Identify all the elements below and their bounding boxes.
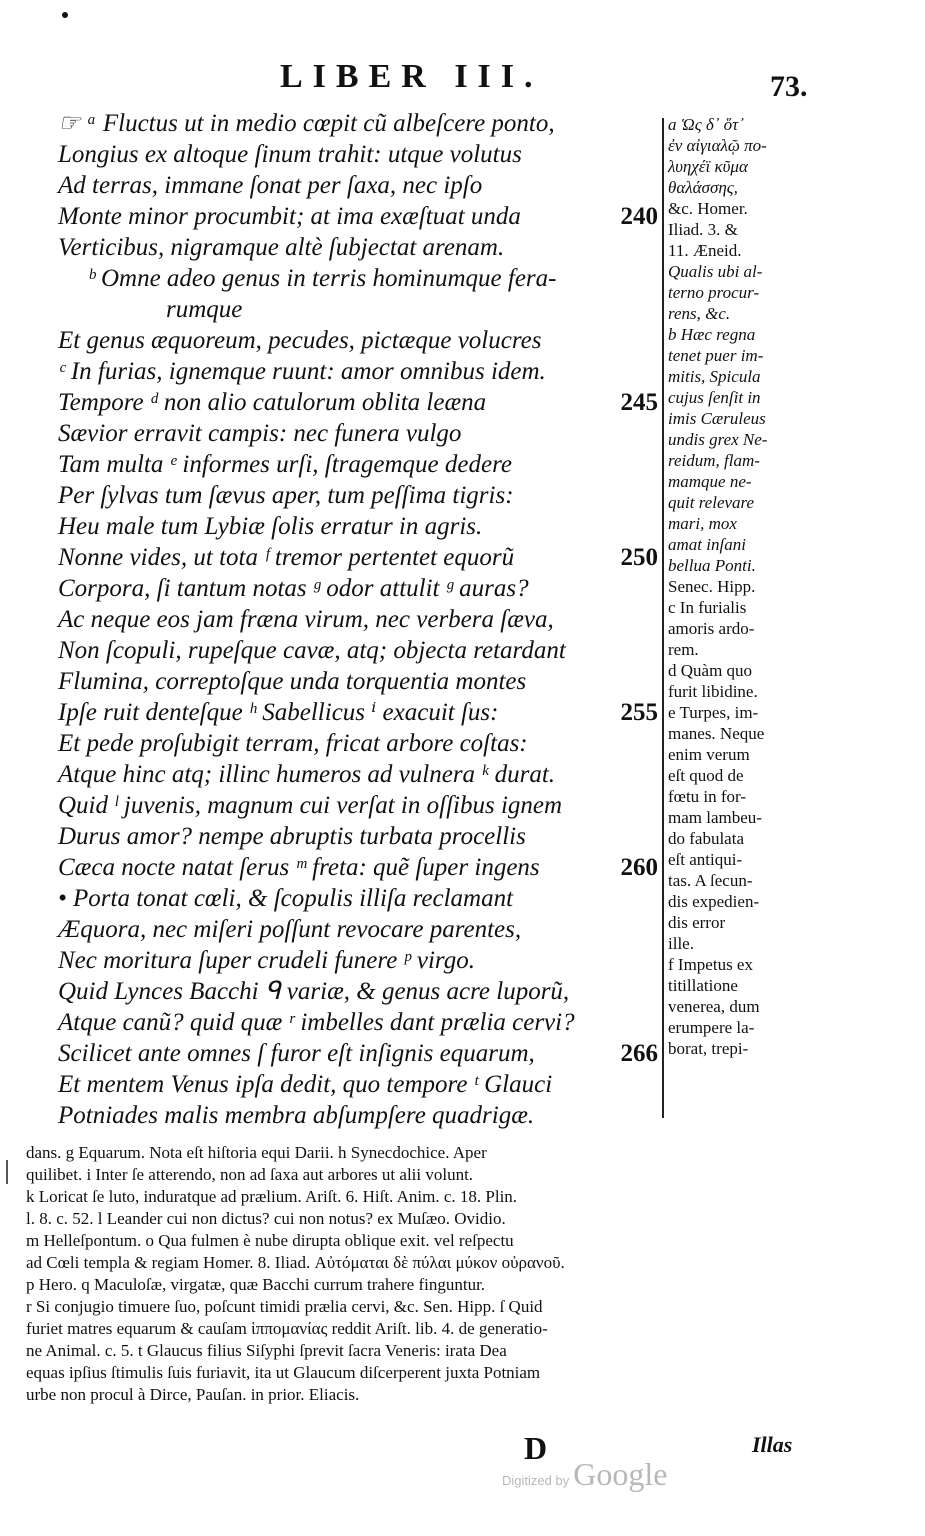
verse-line — [58, 1069, 658, 1100]
verse-line — [58, 976, 658, 1007]
ink-dot — [62, 12, 68, 18]
verse-text: Durus amor? nempe abruptis turbata procellis — [58, 823, 526, 850]
verse-text: Flumina, correptoſque unda torquentia montes — [58, 668, 527, 695]
verse-line — [58, 511, 658, 542]
margin-note-line: Iliad. 3. & — [668, 220, 738, 239]
digitized-watermark — [502, 1456, 667, 1493]
footnote-line: p Hero. q Maculoſæ, virgatæ, quæ Bacchi currum trahere finguntur. — [26, 1275, 486, 1294]
line-number: 250 — [620, 544, 658, 571]
running-title: LIBER III. — [280, 58, 543, 95]
margin-note-line: reidum, flam- — [668, 451, 760, 470]
verse-text: Verticibus, nigramque altè ſubjectat arenam. — [58, 234, 505, 261]
verse-text: Non ſcopuli, rupeſque cavæ, atq; objecta retardant — [58, 637, 566, 664]
verse-text: Et pede proſubigit terram, fricat arbore coſtas: — [58, 730, 528, 757]
margin-note-line: furit libidine. — [668, 682, 758, 701]
footnote-line: quilibet. i Inter ſe atterendo, non ad ſaxa aut arbores ut alii volunt. — [26, 1165, 474, 1184]
margin-note-line: cujus ſenſit in — [668, 388, 761, 407]
verse-line — [58, 108, 658, 139]
margin-note-line: d Quàm quo — [668, 661, 753, 680]
margin-note-line: e Turpes, im- — [668, 703, 759, 722]
margin-note-line: c In furialis — [668, 598, 747, 617]
verse-text: Monte minor procumbit; at ima exæſtuat unda — [58, 203, 521, 230]
verse-line — [58, 356, 658, 387]
footnote-line: l. 8. c. 52. l Leander cui non dictus? cui non notus? ex Muſæo. Ovidio. — [26, 1209, 506, 1228]
margin-note-line: Qualis ubi al- — [668, 262, 763, 281]
verse-line — [58, 449, 658, 480]
margin-note-line: bellua Ponti. — [668, 556, 756, 575]
watermark-small-text: Digitized by — [502, 1473, 570, 1488]
margin-note-line: ille. — [668, 934, 694, 953]
verse-line — [58, 294, 658, 325]
verse-line — [58, 945, 658, 976]
footnote-line: dans. g Equarum. Nota eſt hiſtoria equi Darii. h Synecdochice. Aper — [26, 1143, 487, 1162]
line-number: 260 — [620, 854, 658, 881]
verse-line — [58, 852, 658, 883]
margin-note-line: fœtu in for- — [668, 787, 747, 806]
verse-text: Sævior erravit campis: nec funera vulgo — [58, 420, 462, 447]
margin-note-line: mamque ne- — [668, 472, 752, 491]
margin-note-line: quit relevare — [668, 493, 755, 512]
margin-note-line: borat, trepi- — [668, 1039, 749, 1058]
verse-text: ☞ ᵃ Fluctus ut in medio cœpit cũ albeſcere ponto, — [58, 110, 555, 137]
verse-line — [58, 728, 658, 759]
verse-text: Cæca nocte natat ſerus ᵐ freta: quẽ ſuper ingens — [58, 854, 540, 881]
verse-line — [58, 480, 658, 511]
margin-note-line: undis grex Ne- — [668, 430, 768, 449]
footnote-line: r Si conjugio timuere ſuo, poſcunt timidi prælia cervi, &c. Sen. Hipp. ſ Quid — [26, 1297, 543, 1316]
margin-note-line: 11. Æneid. — [668, 241, 742, 260]
footnotes — [26, 1142, 826, 1406]
verse-line — [58, 914, 658, 945]
verse-line — [58, 1038, 658, 1069]
verse-line — [58, 790, 658, 821]
footnote-line: equas ipſius ſtimulis ſuis furiavit, ita ut Glaucum diſcerperent juxta Potniam — [26, 1363, 541, 1382]
margin-note-line: erumpere la- — [668, 1018, 755, 1037]
verse-text: rumque — [166, 296, 243, 323]
verse-line — [58, 418, 658, 449]
margin-note-line: manes. Neque — [668, 724, 765, 743]
verse-line — [58, 263, 658, 294]
margin-note-line: b Hæc regna — [668, 325, 756, 344]
verse-line — [58, 1100, 658, 1131]
footnote-line: ne Animal. c. 5. t Glaucus filius Siſyphi ſprevit ſacra Veneris: irata Dea — [26, 1341, 507, 1360]
footnote-line: furiet matres equarum & cauſam ἱππομανίας reddit Ariſt. lib. 4. de generatio- — [26, 1319, 548, 1338]
verse-text: Longius ex altoque ſinum trahit: utque volutus — [58, 141, 522, 168]
verse-text: Tam multa ᵉ informes urſi, ſtragemque dedere — [58, 451, 512, 478]
verse-text: Atque canũ? quid quæ ʳ imbelles dant prælia cervi? — [58, 1009, 575, 1036]
verse-line — [58, 666, 658, 697]
margin-note-line: imis Cæruleus — [668, 409, 766, 428]
margin-note-line: mam lambeu- — [668, 808, 762, 827]
margin-note-line: amat inſani — [668, 535, 746, 554]
edge-mark — [6, 1160, 8, 1184]
verse-text: Ac neque eos jam fræna virum, nec verbera ſæva, — [58, 606, 554, 633]
margin-note-line: &c. Homer. — [668, 199, 748, 218]
verse-text: Tempore ᵈ non alio catulorum oblita leæna — [58, 389, 487, 416]
verse-line — [58, 170, 658, 201]
margin-note-line: rem. — [668, 640, 699, 659]
line-number: 266 — [620, 1040, 658, 1067]
verse-line — [58, 201, 658, 232]
line-number: 245 — [620, 389, 658, 416]
verse-line — [58, 697, 658, 728]
margin-note-line: Senec. Hipp. — [668, 577, 756, 596]
margin-note-line: rens, &c. — [668, 304, 731, 323]
verse-text: Quid ˡ juvenis, magnum cui verſat in oſſibus ignem — [58, 792, 563, 819]
verse-text: Scilicet ante omnes ſ furor eſt inſignis equarum, — [58, 1040, 535, 1067]
margin-note-line: ἐν αἰγιαλῷ πο- — [668, 136, 767, 155]
verse-text: Atque hinc atq; illinc humeros ad vulnera ᵏ durat. — [58, 761, 556, 788]
verse-line — [58, 542, 658, 573]
verse-line — [58, 387, 658, 418]
margin-note-line: dis error — [668, 913, 726, 932]
verse-text: Per ſylvas tum ſævus aper, tum peſſima tigris: — [58, 482, 514, 509]
column-rule — [662, 118, 664, 1118]
margin-note-line: titillatione — [668, 976, 738, 995]
margin-note-line: eſt quod de — [668, 766, 744, 785]
catchword: Illas — [752, 1432, 793, 1457]
verse-column — [58, 108, 658, 1131]
verse-text: Æquora, nec miſeri poſſunt revocare parentes, — [58, 916, 522, 943]
verse-text: Potniades malis membra abſumpſere quadrigæ. — [58, 1102, 535, 1129]
line-number: 255 — [620, 699, 658, 726]
verse-text: Nec moritura ſuper crudeli funere ᵖ virgo. — [58, 947, 475, 974]
margin-note-line: dis expedien- — [668, 892, 760, 911]
margin-notes — [668, 114, 818, 1059]
verse-text: Corpora, ſi tantum notas ᵍ odor attulit ᵍ auras? — [58, 575, 529, 602]
margin-note-line: mitis, Spicula — [668, 367, 761, 386]
verse-text: • Porta tonat cœli, & ſcopulis illiſa reclamant — [58, 885, 514, 912]
margin-note-line: tenet puer im- — [668, 346, 764, 365]
verse-text: ᵇ Omne adeo genus in terris hominumque fera- — [88, 265, 557, 292]
verse-line — [58, 883, 658, 914]
verse-line — [58, 821, 658, 852]
verse-text: Ipſe ruit denteſque ʰ Sabellicus ⁱ exacuit ſus: — [58, 699, 499, 726]
margin-note-line: λυηχέϊ κῦμα — [668, 157, 748, 176]
margin-note-line: eſt antiqui- — [668, 850, 743, 869]
watermark-logo-text: Google — [573, 1456, 668, 1492]
footnote-line: m Helleſpontum. o Qua fulmen è nube dirupta oblique exit. vel reſpectu — [26, 1231, 514, 1250]
margin-note-line: mari, mox — [668, 514, 737, 533]
verse-text: Nonne vides, ut tota ᶠ tremor pertentet equorũ — [58, 544, 515, 571]
footnote-line: urbe non procul à Dirce, Pauſan. in prior. Eliacis. — [26, 1385, 360, 1404]
verse-line — [58, 232, 658, 263]
signature-mark: D — [524, 1430, 548, 1466]
verse-line — [58, 139, 658, 170]
margin-note-line: terno procur- — [668, 283, 760, 302]
margin-note-line: a Ὡς δ᾽ ὅτ᾽ — [668, 115, 744, 134]
line-number: 240 — [620, 203, 658, 230]
margin-note-line: tas. A ſecun- — [668, 871, 753, 890]
verse-text: Quid Lynces Bacchi ᑫ variæ, & genus acre luporũ, — [58, 978, 570, 1005]
margin-note-line: f Impetus ex — [668, 955, 753, 974]
margin-note-line: enim verum — [668, 745, 750, 764]
verse-line — [58, 573, 658, 604]
verse-line — [58, 759, 658, 790]
margin-note-line: amoris ardo- — [668, 619, 755, 638]
margin-note-line: venerea, dum — [668, 997, 760, 1016]
verse-line — [58, 635, 658, 666]
margin-note-line: θαλάσσης, — [668, 178, 738, 197]
verse-line — [58, 604, 658, 635]
verse-text: Et mentem Venus ipſa dedit, quo tempore ᵗ Glauci — [58, 1071, 553, 1098]
verse-text: Ad terras, immane ſonat per ſaxa, nec ipſo — [58, 172, 483, 199]
page-number: 73. — [770, 70, 808, 103]
verse-line — [58, 325, 658, 356]
verse-text: Et genus æquoreum, pecudes, pictæque volucres — [58, 327, 542, 354]
verse-text: ᶜ In furias, ignemque ruunt: amor omnibus idem. — [58, 358, 546, 385]
footnote-line: ad Cœli templa & regiam Homer. 8. Iliad. Αὐτόμαται δὲ πύλαι μύκον οὐρανοῦ. — [26, 1253, 565, 1272]
verse-line — [58, 1007, 658, 1038]
footnote-line: k Loricat ſe luto, induratque ad prælium. Ariſt. 6. Hiſt. Anim. c. 18. Plin. — [26, 1187, 518, 1206]
margin-note-line: do fabulata — [668, 829, 744, 848]
verse-text: Heu male tum Lybiæ ſolis erratur in agris. — [58, 513, 483, 540]
